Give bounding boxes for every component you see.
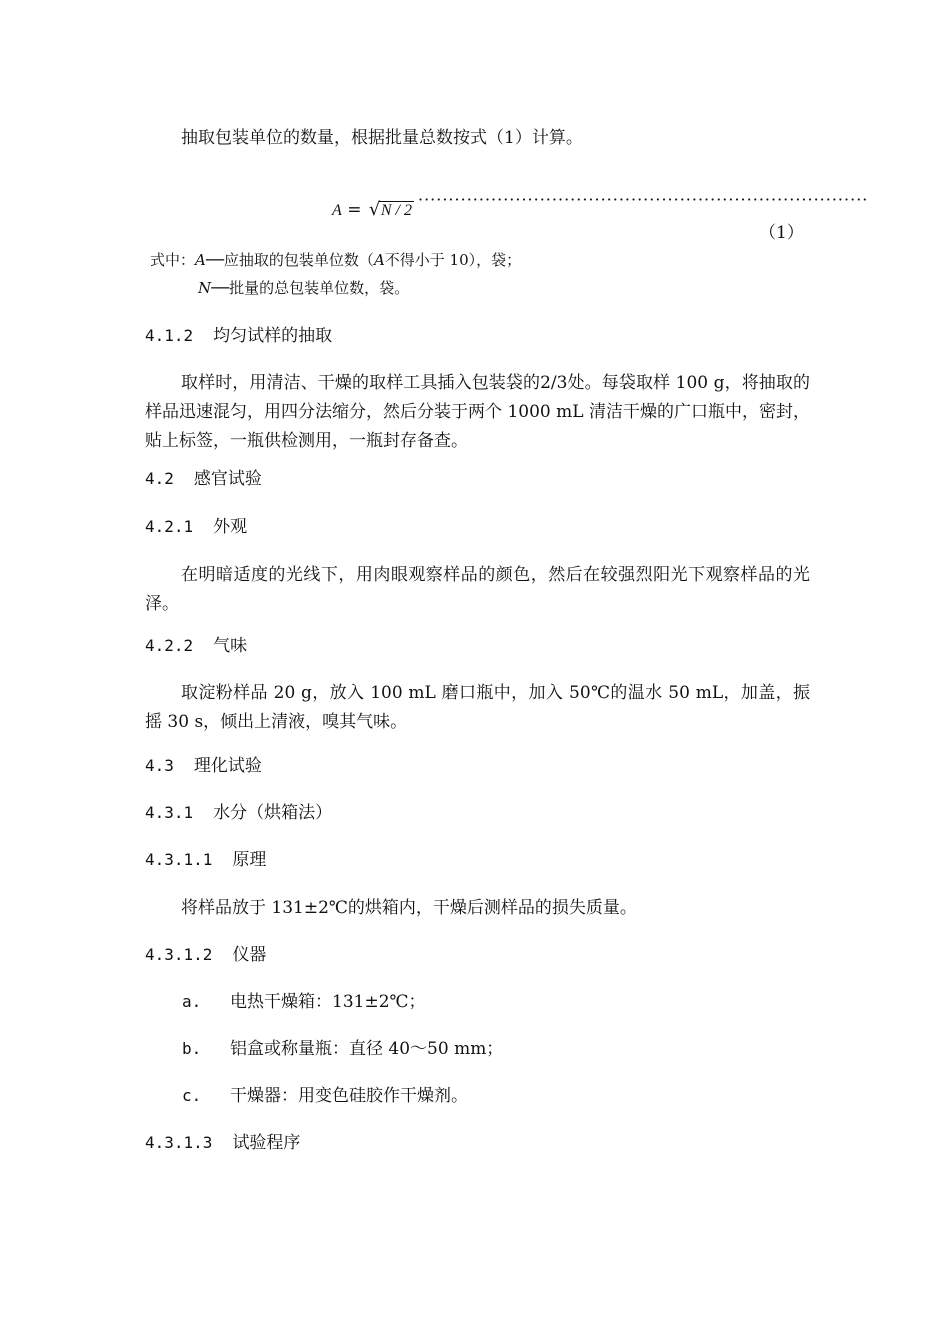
paragraph-4-1-2: 取样时，用清洁、干燥的取样工具插入包装袋的2/3处。每袋取样 100 g，将抽取的样品迅速混匀，用四分法缩分，然后分装于两个 1000 mL 清洁干燥的广口瓶中，密封，贴上标签，一瓶供检测用，一瓶封存备查。 bbox=[145, 373, 810, 451]
section-number: 4.3.1.3 bbox=[145, 1133, 213, 1152]
where-line-1 bbox=[150, 248, 521, 272]
section-title: 原理 bbox=[232, 850, 267, 870]
paragraph-4-2-2: 取淀粉样品 20 g，放入 100 mL 磨口瓶中，加入 50℃的温水 50 mL，加盖，振摇 30 s，倾出上清液，嗅其气味。 bbox=[145, 683, 810, 732]
where-var-a-2: A bbox=[373, 251, 385, 269]
list-item bbox=[182, 990, 426, 1014]
formula-number: （1） bbox=[759, 223, 804, 243]
list-item-label: b. bbox=[182, 1039, 202, 1058]
section-number: 4.3.1.2 bbox=[145, 945, 213, 964]
list-item bbox=[182, 1084, 468, 1108]
formula-1 bbox=[332, 198, 414, 223]
where-desc-a: ──应抽取的包装单位数（ bbox=[205, 251, 374, 269]
sqrt-icon: √ N / 2 bbox=[368, 199, 412, 220]
heading-4-3-1-2 bbox=[145, 943, 266, 967]
heading-4-2-2 bbox=[145, 634, 247, 658]
section-title: 水分（烘箱法） bbox=[213, 803, 333, 823]
formula-radicand: N / 2 bbox=[380, 202, 412, 219]
heading-4-3-1-1 bbox=[145, 848, 266, 872]
heading-4-2-1 bbox=[145, 515, 247, 539]
section-title: 气味 bbox=[213, 636, 248, 656]
paragraph-4-3-1-1: 将样品放于 131±2℃的烘箱内，干燥后测样品的损失质量。 bbox=[181, 898, 637, 918]
section-number: 4.2.2 bbox=[145, 636, 194, 655]
list-item-text: 电热干燥箱：131±2℃； bbox=[230, 992, 426, 1012]
where-var-a: A bbox=[195, 251, 206, 269]
formula-equals: = bbox=[347, 200, 362, 220]
heading-4-3-1 bbox=[145, 801, 332, 825]
section-number: 4.3.1.1 bbox=[145, 850, 213, 869]
list-item-label: c. bbox=[182, 1086, 202, 1105]
where-desc-a-2: 不得小于 10），袋； bbox=[384, 251, 522, 269]
section-number: 4.2 bbox=[145, 469, 174, 488]
section-title: 感官试验 bbox=[193, 469, 262, 489]
formula-leader-dots: ·········································································· bbox=[418, 190, 869, 209]
where-line-2 bbox=[198, 276, 409, 300]
intro-text: 抽取包装单位的数量，根据批量总数按式（1）计算。 bbox=[181, 128, 583, 148]
where-var-n: N bbox=[198, 279, 212, 297]
list-item-label: a. bbox=[182, 992, 202, 1011]
section-number: 4.3 bbox=[145, 756, 174, 775]
where-desc-n: ──批量的总包装单位数，袋。 bbox=[211, 279, 410, 297]
list-item-text: 铝盒或称量瓶：直径 40～50 mm； bbox=[230, 1039, 504, 1059]
section-number: 4.2.1 bbox=[145, 517, 194, 536]
heading-4-2 bbox=[145, 467, 262, 491]
section-title: 理化试验 bbox=[193, 756, 262, 776]
formula-lhs: A bbox=[332, 202, 342, 219]
heading-4-3-1-3 bbox=[145, 1131, 300, 1155]
heading-4-1-2 bbox=[145, 324, 332, 348]
section-title: 均匀试样的抽取 bbox=[213, 326, 333, 346]
section-title: 试验程序 bbox=[232, 1133, 301, 1153]
section-title: 外观 bbox=[213, 517, 248, 537]
paragraph-4-2-1: 在明暗适度的光线下，用肉眼观察样品的颜色，然后在较强烈阳光下观察样品的光泽。 bbox=[145, 565, 810, 614]
list-item bbox=[182, 1037, 503, 1061]
heading-4-3 bbox=[145, 754, 262, 778]
section-number: 4.3.1 bbox=[145, 803, 194, 822]
where-prefix: 式中： bbox=[150, 251, 196, 269]
section-title: 仪器 bbox=[232, 945, 267, 965]
section-number: 4.1.2 bbox=[145, 326, 194, 345]
list-item-text: 干燥器：用变色硅胶作干燥剂。 bbox=[230, 1086, 468, 1106]
